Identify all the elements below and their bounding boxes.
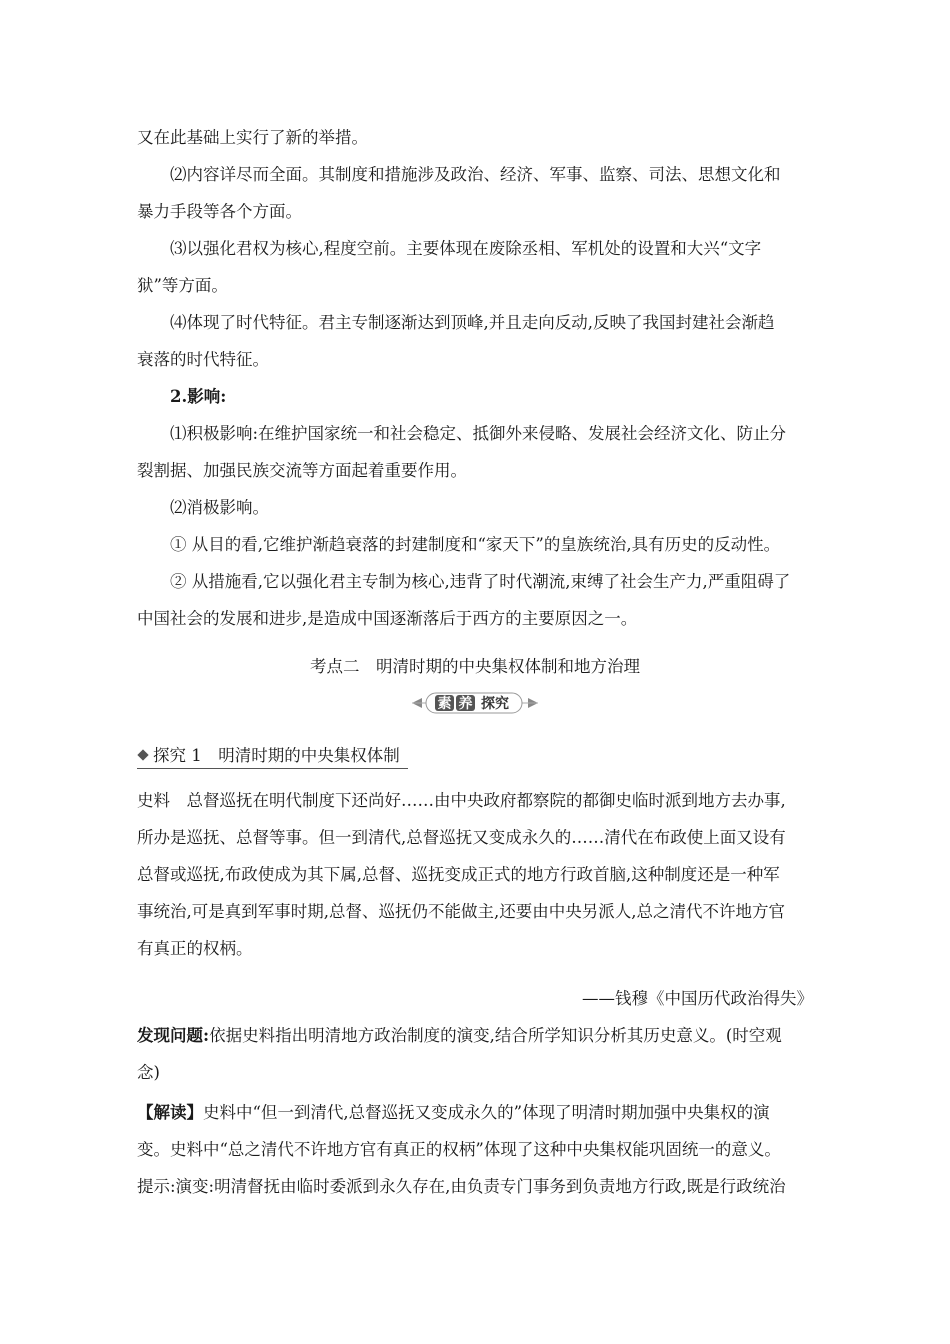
hint-line: 提示:演变:明清督抚由临时委派到永久存在,由负责专门事务到负责地方行政,既是行政统治 [137, 1177, 786, 1196]
para-line-9: ⑴积极影响:在维护国家统一和社会稳定、抵御外来侵略、发展社会经济文化、防止分 [170, 424, 787, 443]
interpretation-label: 【解读】 [137, 1103, 203, 1122]
para-line-5: 狱”等方面。 [137, 276, 228, 295]
para-line-4: ⑶以强化君权为核心,程度空前。主要体现在废除丞相、军机处的设置和大兴“文字 [170, 239, 762, 258]
para-line-6: ⑷体现了时代特征。君主专制逐渐达到顶峰,并且走向反动,反映了我国封建社会渐趋 [170, 313, 775, 332]
source-line-5: 有真正的权柄。 [137, 939, 253, 958]
para-line-3: 暴力手段等各个方面。 [137, 202, 302, 221]
para-line-13: ② 从措施看,它以强化君主专制为核心,违背了时代潮流,束缚了社会生产力,严重阻碍了 [170, 572, 791, 591]
banner-char-tanjiu: 探究 [481, 696, 509, 712]
para-line-14: 中国社会的发展和进步,是造成中国逐渐落后于西方的主要原因之一。 [137, 609, 638, 628]
source-line-3: 总督或巡抚,布政使成为其下属,总督、巡抚变成正式的地方行政首脑,这种制度还是一种军 [137, 865, 780, 884]
para-line-7: 衰落的时代特征。 [137, 350, 269, 369]
probe-title-text: 探究 1 明清时期的中央集权体制 [153, 746, 400, 765]
diamond-icon [137, 749, 148, 760]
source-line-4: 事统治,可是真到军事时期,总督、巡抚仍不能做主,还要由中央另派人,总之清代不许地方官 [137, 902, 785, 921]
source-line-1: 史料 总督巡抚在明代制度下还尚好……由中央政府都察院的都御史临时派到地方去办事, [137, 791, 786, 810]
banner-char-su: 素 [437, 696, 452, 712]
suyang-tanjiu-banner [408, 690, 542, 716]
probe-title [137, 744, 408, 769]
section-title: 考点二 明清时期的中央集权体制和地方治理 [310, 657, 640, 676]
para-line-10: 裂割据、加强民族交流等方面起着重要作用。 [137, 461, 467, 480]
question-continuation: 念) [137, 1063, 160, 1082]
question-text: 依据史料指出明清地方政治制度的演变,结合所学知识分析其历史意义。(时空观 [209, 1026, 782, 1045]
para-line-11: ⑵消极影响。 [170, 498, 269, 517]
source-attribution: ——钱穆《中国历代政治得失》 [582, 989, 813, 1008]
interpretation-line [137, 1101, 813, 1125]
question-line [137, 1024, 813, 1048]
interpretation-text: 史料中“但一到清代,总督巡抚又变成永久的”体现了明清时期加强中央集权的演 [203, 1103, 770, 1122]
question-label: 发现问题: [137, 1026, 210, 1045]
source-line-2: 所办是巡抚、总督等事。但一到清代,总督巡抚又变成永久的……清代在布政使上面又设有 [137, 828, 786, 847]
para-line-12: ① 从目的看,它维护渐趋衰落的封建制度和“家天下”的皇族统治,具有历史的反动性。 [170, 535, 781, 554]
para-line-2: ⑵内容详尽而全面。其制度和措施涉及政治、经济、军事、监察、司法、思想文化和 [170, 165, 781, 184]
interpretation-continuation: 变。史料中“总之清代不许地方官有真正的权柄”体现了这种中央集权能巩固统一的意义。 [137, 1140, 781, 1159]
banner-char-yang: 养 [458, 696, 473, 712]
para-line-1: 又在此基础上实行了新的举措。 [137, 128, 368, 147]
heading-influence: 2.影响: [170, 387, 227, 406]
